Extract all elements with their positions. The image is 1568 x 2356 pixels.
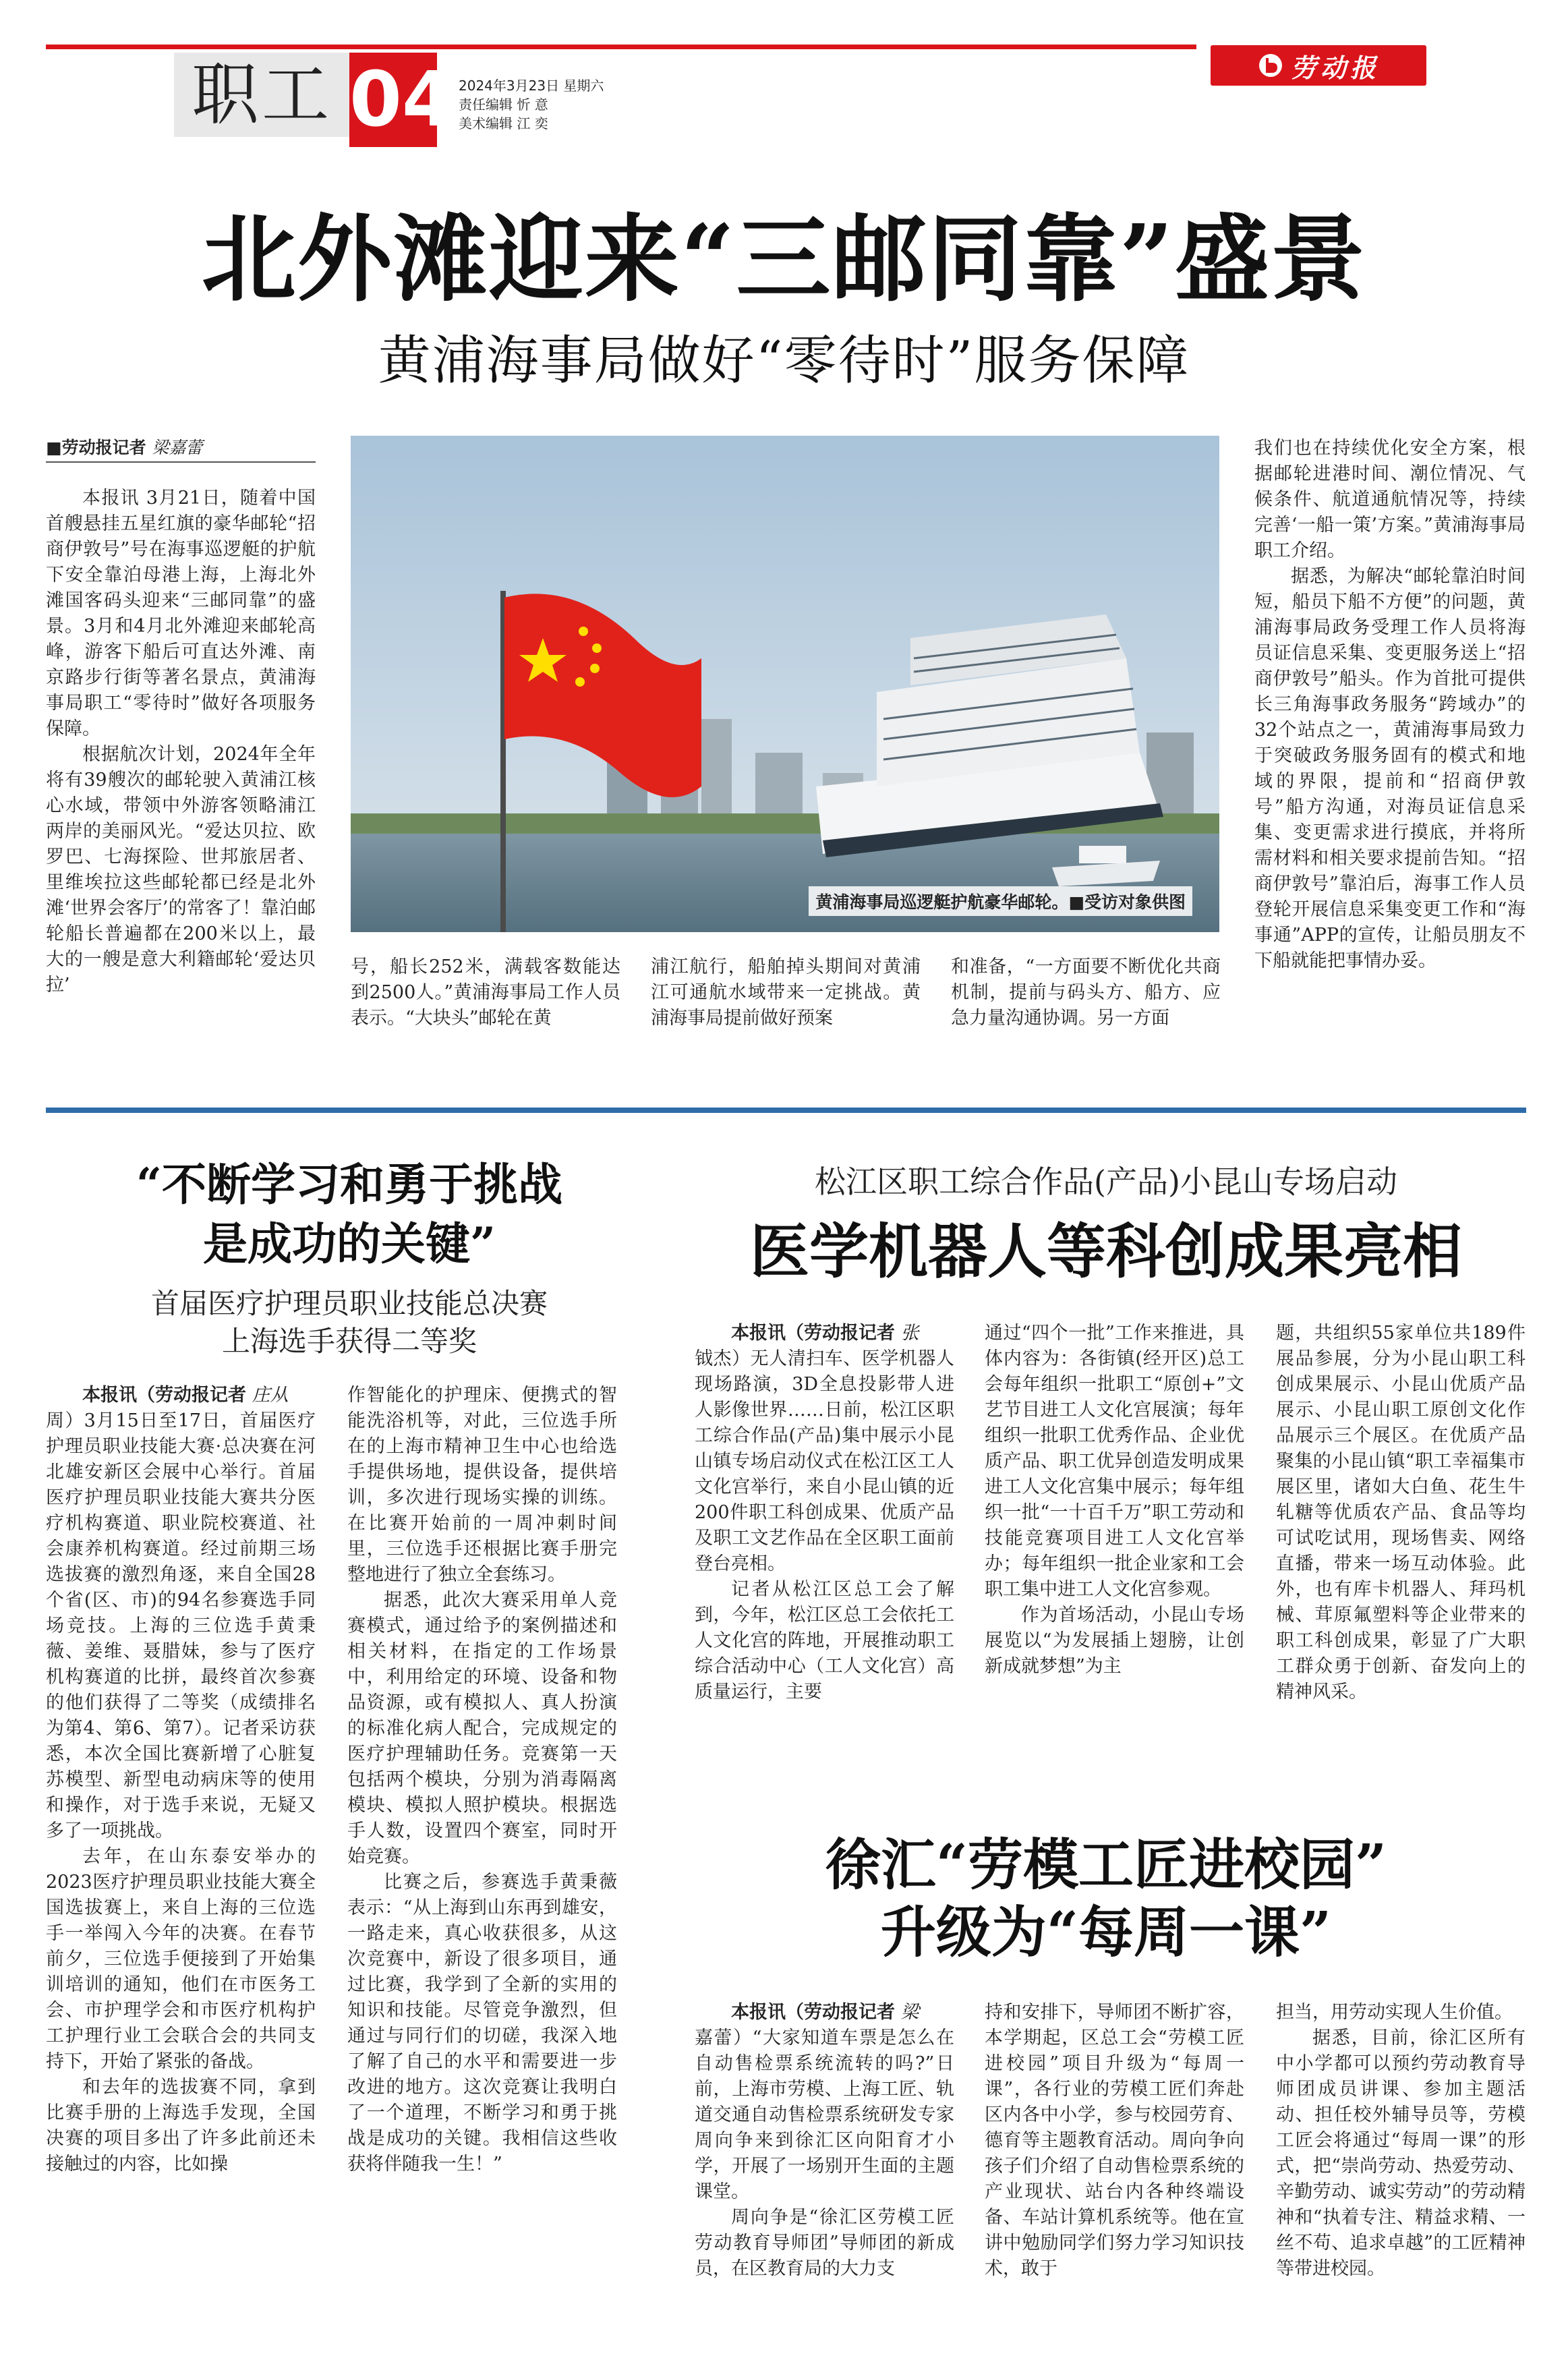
paragraph <box>46 1383 316 1408</box>
byline: 本报讯（劳动报记者 <box>731 1323 895 1344</box>
title-line: “不断学习和勇于挑战 <box>136 1158 562 1211</box>
article1-col2 <box>351 954 620 1031</box>
article4-col2 <box>985 2000 1244 2282</box>
paragraph: 和去年的选拔赛不同，拿到比赛手册的上海选手发现，全国决赛的项目多出了许多此前还未接触过的内容，比如操 <box>46 2077 316 2175</box>
paragraph: 浦江航行，船舶掉头期间对黄浦江可通航水域带来一定挑战。黄浦海事局提前做好预案 <box>651 956 921 1029</box>
paragraph: 据悉，此次大赛采用单人竞赛模式，通过给予的案例描述和相关材料，在指定的工作场景中，利用给定的环境、设备和物品资源，或有模拟人、真人扮演的标准化病人配合，完成规定的医疗护理辅助任务。竞赛第一天包括两个模块，分别为消毒隔离模块、模拟人照护模块。根据选手人数，设置四个赛室，同时开始竞赛。 <box>347 1590 617 1867</box>
article1-photo <box>351 436 1219 932</box>
article2-col1 <box>46 1383 316 2177</box>
byline-name: 庄从 <box>252 1385 289 1406</box>
paragraph <box>695 1321 954 1346</box>
paragraph: 根据航次计划，2024年全年将有39艘次的邮轮驶入黄浦江核心水域，带领中外游客领略浦江两岸的美丽风光。“爱达贝拉、欧罗巴、七海探险、世邦旅居者、里维埃拉这些邮轮都已经是北外滩‘世界会客厅’的常客了！靠泊邮轮船长普遍都在200米以上，最大的一艘是意大利籍邮轮‘爱达贝拉’ <box>46 744 316 996</box>
article4-title <box>688 1831 1524 1966</box>
article3-col3 <box>1276 1321 1526 1705</box>
paragraph <box>695 2000 954 2025</box>
paragraph: 号，船长252米，满载客数能达到2500人。”黄浦海事局工作人员表示。“大块头”邮轮在黄 <box>351 956 620 1029</box>
cruise-ship-photo <box>351 436 1219 932</box>
article3-title: 医学机器人等科创成果亮相 <box>749 1216 1462 1286</box>
logo-text: 劳动报 <box>1290 52 1380 83</box>
paragraph: 通过“四个一批”工作来推进，具体内容为：各街镇(经开区)总工会每年组织一批职工“原创+”文艺节目进工人文化宫展演；每年组织一批职工优秀作品、企业优质产品、职工优异创造发明成果进工人文化宫集中展示；每年组织一批“一十百千万”职工劳动和技能竞赛项目进工人文化宫举办；每年组织一批企业家和工会职工集中进工人文化宫参观。 <box>985 1323 1244 1600</box>
byline-name: 张 <box>900 1323 919 1344</box>
paragraph: 比赛之后，参赛选手黄秉薇表示：“从上海到山东再到雄安，一路走来，真心收获很多，从这次竞赛中，新设了很多项目，通过比赛，我学到了全新的实用的知识和技能。尽管竞争激烈，但通过与同行们的切磋，我深入地了解了自己的水平和需要进一步改进的地方。这次竞赛让我明白了一个道理，不断学习和勇于挑战是成功的关键。我相信这些收获将伴随我一生！” <box>347 1872 617 2175</box>
article1-byline <box>46 436 316 460</box>
title-line: 是成功的关键” <box>203 1217 496 1270</box>
paragraph: 记者从松江区总工会了解到，今年，松江区总工会依托工人文化宫的阵地，开展推动职工综合活动中心（工人文化宫）高质量运行，主要 <box>695 1579 954 1702</box>
section-divider <box>46 1108 1526 1113</box>
article3-col2 <box>985 1321 1244 1679</box>
article3-kicker: 松江区职工综合作品(产品)小昆山专场启动 <box>815 1163 1397 1200</box>
paragraph: 周向争是“徐汇区劳模工匠劳动教育导师团”导师团的新成员，在区教育局的大力支 <box>695 2207 954 2279</box>
paragraph: 我们也在持续优化安全方案，根据邮轮进港时间、潮位情况、气候条件、航道通航情况等，持续完善‘一船一策’方案。”黄浦海事局职工介绍。 <box>1254 438 1526 561</box>
photo-caption: 黄浦海事局巡逻艇护航豪华邮轮。■受访对象供图 <box>809 886 1192 916</box>
article1-title: 北外滩迎来“三邮同靠”盛景 <box>201 204 1367 315</box>
paragraph: 持和安排下，导师团不断扩容，本学期起，区总工会“劳模工匠进校园”项目升级为“每周一课”，各行业的劳模工匠们奔赴区内各中小学，参与校园劳育、德育等主题教育活动。周向争向孩子们介绍了自动售检票系统的产业现状、站台内各种终端设备、车站计算机系统等。他在宣讲中勉励同学们努力学习知识技术，敢于 <box>985 2002 1244 2279</box>
paragraph: 题，共组织55家单位共189件展品参展，分为小昆山职工科创成果展示、小昆山优质产品展示、小昆山职工原创文化作品展示三个展区。在优质产品聚集的小昆山镇“职工幸福集市展区里，诸如大白鱼、花生牛轧糖等优质农产品、食品等均可试吃试用，现场售卖、网络直播，带来一场互动体验。此外，也有库卡机器人、拜玛机械、茸原氟塑料等企业带来的职工科创成果，彰显了广大职工群众勇于创新、奋发向上的精神风采。 <box>1276 1323 1526 1702</box>
top-red-rule <box>46 45 1196 49</box>
section-label: 职工 <box>174 53 349 137</box>
article1-col3 <box>651 954 921 1031</box>
art-editor-line: 美术编辑 江 奕 <box>459 115 548 132</box>
article1-col1 <box>46 486 316 998</box>
title-line: 徐汇“劳模工匠进校园” <box>825 1833 1387 1897</box>
newspaper-logo <box>1211 45 1426 86</box>
paragraph: 本报讯 3月21日，随着中国首艘悬挂五星红旗的豪华邮轮“招商伊敦号”号在海事巡逻艇的护航下安全靠泊母港上海，上海北外滩国客码头迎来“三邮同靠”的盛景。3月和4月北外滩迎来邮轮高峰，游客下船后可直达外滩、南京路步行街等著名景点，黄浦海事局职工“零待时”做好各项服务保障。 <box>46 488 316 739</box>
article2-subtitle <box>46 1285 653 1360</box>
paragraph: 周）3月15日至17日，首届医疗护理员职业技能大赛·总决赛在河北雄安新区会展中心举行。首届医疗护理员职业技能大赛共分医疗机构赛道、职业院校赛道、社会康养机构赛道。经过前期三场选拔赛的激烈角逐，来自全国28个省(区、市)的94名参赛选手同场竞技。上海的三位选手黄秉薇、姜维、聂腊妹，参与了医疗机构赛道的比拼，最终首次参赛的他们获得了二等奖（成绩排名为第4、第6、第7）。记者采访获悉，本次全国比赛新增了心脏复苏模型、新型电动病床等的使用和操作，对于选手来说，无疑又多了一项挑战。 <box>46 1410 316 1841</box>
paragraph: 作智能化的护理床、便携式的智能洗浴机等，对此，三位选手所在的上海市精神卫生中心也给选手提供场地，提供设备，提供培训，多次进行现场实操的训练。在比赛开始前的一周冲刺时间里，三位选手还根据比赛手册完整地进行了独立全套练习。 <box>347 1385 617 1585</box>
article1-byline-rule <box>46 461 316 463</box>
paragraph: 担当，用劳动实现人生价值。 <box>1276 2002 1513 2023</box>
article1-col4 <box>951 954 1221 1031</box>
article2-col2 <box>347 1383 617 2177</box>
editor-line: 责任编辑 忻 意 <box>459 96 548 113</box>
byline-name: 梁嘉蕾 <box>152 438 203 457</box>
subtitle-line: 首届医疗护理员职业技能总决赛 <box>150 1287 548 1320</box>
subtitle-line: 上海选手获得二等奖 <box>221 1325 477 1358</box>
page-number: 04 <box>349 53 437 147</box>
byline-name: 梁 <box>900 2002 919 2023</box>
paragraph: 据悉，目前，徐汇区所有中小学都可以预约劳动教育导师团成员讲课、参加主题活动、担任校外辅导员等，劳模工匠会将通过“每周一课”的形式，把“崇尚劳动、热爱劳动、辛勤劳动、诚实劳动”的劳动精神和“执着专注、精益求精、一丝不苟、追求卓越”的工匠精神等带进校园。 <box>1276 2028 1526 2279</box>
article1-subtitle: 黄浦海事局做好“零待时”服务保障 <box>378 331 1190 391</box>
paragraph: 钺杰）无人清扫车、医学机器人现场路演，3D全息投影带人进人影像世界……日前，松江区职工综合作品(产品)集中展示小昆山镇专场启动仪式在松江区工人文化宫举行，来自小昆山镇的近200件职工科创成果、优质产品及职工文艺作品在全区职工面前登台亮相。 <box>695 1348 954 1574</box>
byline: 本报讯（劳动报记者 <box>82 1385 246 1406</box>
article1-col5 <box>1254 436 1526 974</box>
article4-col1 <box>695 2000 954 2282</box>
article2-title <box>46 1155 653 1273</box>
date-line: 2024年3月23日 星期六 <box>459 78 604 94</box>
paragraph: 和准备，“一方面要不断优化共商机制，提前与码头方、船方、应急力量沟通协调。另一方面 <box>951 956 1221 1029</box>
paragraph: 去年，在山东泰安举办的2023医疗护理员职业技能大赛全国选拔赛上，来自上海的三位选手一举闯入今年的决赛。在春节前夕，三位选手便接到了开始集训培训的通知，他们在市医务工会、市护理学会和市医疗机构护工护理行业工会联合会的共同支持下，开始了紧张的备战。 <box>46 1846 316 2072</box>
byline-label: ■劳动报记者 <box>46 438 146 457</box>
byline: 本报讯（劳动报记者 <box>731 2002 895 2023</box>
paragraph: 据悉，为解决“邮轮靠泊时间短，船员下船不方便”的问题，黄浦海事局政务受理工作人员将海员证信息采集、变更服务送上“招商伊敦号”船头。作为首批可提供长三角海事政务服务“跨域办”的32个站点之一，黄浦海事局致力于突破政务服务固有的模式和地域的界限，提前和“招商伊敦号”船方沟通，对海员证信息采集、变更需求进行摸底，并将所需材料和相关要求提前告知。“招商伊敦号”靠泊后，海事工作人员登轮开展信息采集变更工作和“海事通”APP的宣传，让船员朋友不下船就能把事情办妥。 <box>1254 566 1526 971</box>
title-line: 升级为“每周一课” <box>880 1900 1332 1965</box>
paragraph: 嘉蕾）“大家知道车票是怎么在自动售检票系统流转的吗?”日前，上海市劳模、上海工匠、轨道交通自动售检票系统研发专家周向争来到徐汇区向阳育才小学，开展了一场别开生面的主题课堂。 <box>695 2028 954 2202</box>
paragraph: 作为首场活动，小昆山专场展览以“为发展插上翅膀，让创新成就梦想”为主 <box>985 1605 1244 1677</box>
article3-col1 <box>695 1321 954 1705</box>
article4-col3 <box>1276 2000 1526 2282</box>
logo-mark-icon <box>1257 52 1284 79</box>
